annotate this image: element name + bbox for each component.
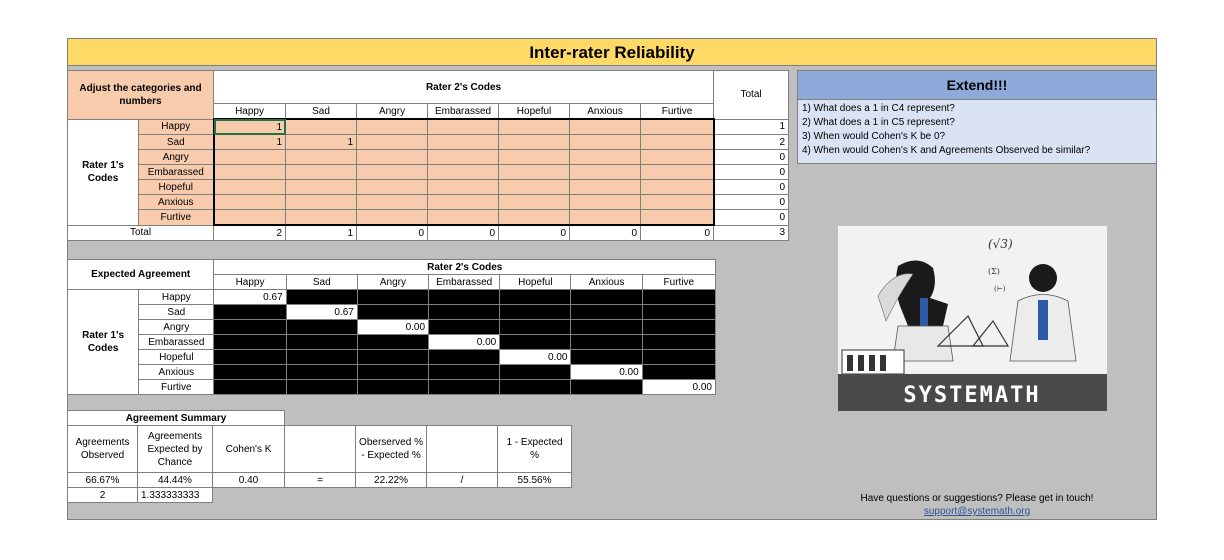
count-cell[interactable] bbox=[428, 119, 499, 135]
expected-masked-cell bbox=[286, 380, 357, 395]
expected-column-header-5: Anxious bbox=[571, 275, 642, 290]
extend-box bbox=[797, 70, 1157, 166]
expected-masked-cell bbox=[642, 290, 715, 305]
count-cell[interactable] bbox=[499, 119, 570, 135]
count-cell[interactable] bbox=[286, 195, 357, 210]
count-cell[interactable] bbox=[357, 150, 428, 165]
expected-agreement-table bbox=[67, 259, 716, 395]
expected-masked-cell bbox=[642, 305, 715, 320]
expected-masked-cell bbox=[429, 350, 500, 365]
count-cell[interactable]: 1 bbox=[214, 135, 286, 150]
empty-cell[interactable] bbox=[285, 426, 356, 473]
row-category-3[interactable]: Embarassed bbox=[139, 165, 214, 180]
expected-masked-cell bbox=[500, 365, 571, 380]
count-cell[interactable] bbox=[428, 180, 499, 195]
expected-masked-cell bbox=[357, 365, 428, 380]
expected-row-category-1: Sad bbox=[139, 305, 214, 320]
equals-sign[interactable]: = bbox=[285, 473, 356, 488]
expected-by-chance-label: Agreements Expected by Chance bbox=[138, 426, 213, 473]
systemath-logo bbox=[838, 226, 1107, 411]
count-cell[interactable] bbox=[214, 150, 286, 165]
cohens-k-value[interactable]: 0.40 bbox=[213, 473, 285, 488]
count-cell[interactable] bbox=[570, 195, 641, 210]
expected-masked-cell bbox=[500, 290, 571, 305]
expected-diagonal-cell[interactable]: 0.00 bbox=[642, 380, 715, 395]
rater1-header: Rater 1's Codes bbox=[68, 119, 139, 225]
expected-column-header-4: Hopeful bbox=[500, 275, 571, 290]
row-total[interactable]: 0 bbox=[714, 165, 789, 180]
expected-masked-cell bbox=[214, 350, 286, 365]
count-cell[interactable] bbox=[570, 150, 641, 165]
count-cell[interactable] bbox=[499, 180, 570, 195]
row-total[interactable]: 2 bbox=[714, 135, 789, 150]
agreements-observed-label: Agreements Observed bbox=[68, 426, 138, 473]
contact-email-link[interactable]: support@systemath.org bbox=[923, 506, 1031, 517]
count-cell[interactable]: 1 bbox=[286, 135, 357, 150]
row-category-4[interactable]: Hopeful bbox=[139, 180, 214, 195]
expected-diagonal-cell[interactable]: 0.00 bbox=[357, 320, 428, 335]
row-category-0[interactable]: Happy bbox=[139, 119, 214, 135]
count-cell[interactable] bbox=[641, 119, 714, 135]
expected-masked-cell bbox=[214, 305, 286, 320]
observed-minus-expected-label: Oberserved % - Expected % bbox=[356, 426, 427, 473]
count-cell[interactable] bbox=[214, 165, 286, 180]
agreements-observed-count[interactable]: 2 bbox=[68, 488, 138, 503]
observed-codes-table bbox=[67, 70, 789, 241]
observed-minus-expected-value[interactable]: 22.22% bbox=[356, 473, 427, 488]
expected-row-category-4: Hopeful bbox=[139, 350, 214, 365]
expected-masked-cell bbox=[214, 320, 286, 335]
count-cell[interactable] bbox=[286, 165, 357, 180]
expected-row-category-0: Happy bbox=[139, 290, 214, 305]
expected-column-header-0: Happy bbox=[214, 275, 286, 290]
count-cell[interactable] bbox=[214, 195, 286, 210]
expected-diagonal-cell[interactable]: 0.67 bbox=[286, 305, 357, 320]
one-minus-expected-label: 1 - Expected % bbox=[498, 426, 572, 473]
agreement-summary-table bbox=[67, 410, 572, 503]
count-cell[interactable] bbox=[286, 210, 357, 226]
expected-masked-cell bbox=[571, 290, 642, 305]
contact-section bbox=[797, 492, 1157, 518]
logo-illustration bbox=[838, 226, 1107, 411]
expected-diagonal-cell[interactable]: 0.00 bbox=[429, 335, 500, 350]
count-cell[interactable] bbox=[641, 150, 714, 165]
column-header-4: Hopeful bbox=[499, 104, 570, 120]
expected-masked-cell bbox=[429, 305, 500, 320]
count-cell[interactable] bbox=[286, 119, 357, 135]
count-cell[interactable] bbox=[641, 210, 714, 226]
count-cell[interactable] bbox=[428, 135, 499, 150]
row-category-6[interactable]: Furtive bbox=[139, 210, 214, 226]
expected-masked-cell bbox=[357, 335, 428, 350]
expected-agreement-header: Expected Agreement bbox=[68, 260, 214, 290]
count-cell[interactable] bbox=[357, 135, 428, 150]
expected-masked-cell bbox=[642, 365, 715, 380]
column-total[interactable]: 0 bbox=[570, 225, 641, 241]
row-total[interactable]: 0 bbox=[714, 195, 789, 210]
count-cell[interactable] bbox=[357, 119, 428, 135]
count-cell[interactable] bbox=[286, 150, 357, 165]
expected-masked-cell bbox=[286, 365, 357, 380]
extend-question-1: 1) What does a 1 in C4 represent? bbox=[802, 103, 955, 114]
expected-column-header-1: Sad bbox=[286, 275, 357, 290]
count-cell[interactable] bbox=[570, 180, 641, 195]
page-title: Inter-rater Reliability bbox=[67, 38, 1157, 66]
extend-question-2: 2) What does a 1 in C5 represent? bbox=[802, 117, 955, 128]
count-cell[interactable] bbox=[570, 210, 641, 226]
expected-diagonal-cell[interactable]: 0.67 bbox=[214, 290, 286, 305]
count-cell[interactable] bbox=[641, 180, 714, 195]
expected-masked-cell bbox=[500, 335, 571, 350]
expected-row-category-6: Furtive bbox=[139, 380, 214, 395]
row-category-1[interactable]: Sad bbox=[139, 135, 214, 150]
expected-rater1-header: Rater 1's Codes bbox=[68, 290, 139, 395]
expected-masked-cell bbox=[214, 380, 286, 395]
expected-masked-cell bbox=[571, 350, 642, 365]
expected-masked-cell bbox=[500, 305, 571, 320]
rater2-header: Rater 2's Codes bbox=[214, 71, 714, 104]
grand-total[interactable]: 3 bbox=[714, 225, 789, 241]
count-cell[interactable] bbox=[641, 165, 714, 180]
expected-masked-cell bbox=[500, 380, 571, 395]
count-cell[interactable] bbox=[286, 180, 357, 195]
row-category-2[interactable]: Angry bbox=[139, 150, 214, 165]
expected-masked-cell bbox=[214, 335, 286, 350]
expected-masked-cell bbox=[642, 320, 715, 335]
count-cell[interactable] bbox=[499, 135, 570, 150]
count-cell[interactable] bbox=[428, 195, 499, 210]
contact-text: Have questions or suggestions? Please get in touch! bbox=[860, 493, 1094, 504]
expected-masked-cell bbox=[429, 290, 500, 305]
expected-by-chance-count[interactable]: 1.333333333 bbox=[138, 488, 213, 503]
count-cell[interactable] bbox=[357, 195, 428, 210]
expected-masked-cell bbox=[214, 365, 286, 380]
expected-masked-cell bbox=[429, 320, 500, 335]
expected-masked-cell bbox=[286, 290, 357, 305]
expected-masked-cell bbox=[286, 335, 357, 350]
count-cell[interactable] bbox=[357, 210, 428, 226]
column-header-3: Embarassed bbox=[428, 104, 499, 120]
extend-header: Extend!!! bbox=[797, 70, 1157, 100]
column-total[interactable]: 0 bbox=[428, 225, 499, 241]
extend-questions bbox=[797, 100, 1157, 164]
expected-masked-cell bbox=[500, 320, 571, 335]
expected-column-header-3: Embarassed bbox=[429, 275, 500, 290]
expected-row-category-5: Anxious bbox=[139, 365, 214, 380]
expected-column-header-2: Angry bbox=[357, 275, 428, 290]
logo-formula-1: (√3) bbox=[988, 237, 1013, 251]
count-cell[interactable] bbox=[428, 165, 499, 180]
expected-masked-cell bbox=[571, 305, 642, 320]
expected-masked-cell bbox=[571, 335, 642, 350]
count-cell[interactable] bbox=[641, 195, 714, 210]
divide-sign[interactable]: / bbox=[427, 473, 498, 488]
expected-row-category-3: Embarassed bbox=[139, 335, 214, 350]
row-category-5[interactable]: Anxious bbox=[139, 195, 214, 210]
count-cell[interactable] bbox=[428, 210, 499, 226]
logo-brand-text: SYSTEMATH bbox=[903, 383, 1041, 408]
column-header-1: Sad bbox=[286, 104, 357, 120]
one-minus-expected-value[interactable]: 55.56% bbox=[498, 473, 572, 488]
expected-masked-cell bbox=[357, 290, 428, 305]
row-total[interactable]: 1 bbox=[714, 119, 789, 135]
expected-masked-cell bbox=[571, 380, 642, 395]
count-cell[interactable] bbox=[499, 150, 570, 165]
expected-row-category-2: Angry bbox=[139, 320, 214, 335]
expected-diagonal-cell[interactable]: 0.00 bbox=[500, 350, 571, 365]
column-total[interactable]: 2 bbox=[214, 225, 286, 241]
column-header-5: Anxious bbox=[570, 104, 641, 120]
column-total[interactable]: 0 bbox=[641, 225, 714, 241]
count-cell[interactable] bbox=[570, 135, 641, 150]
agreement-summary-header: Agreement Summary bbox=[68, 411, 285, 426]
expected-masked-cell bbox=[286, 320, 357, 335]
count-cell[interactable] bbox=[357, 165, 428, 180]
count-cell[interactable]: 1 bbox=[214, 119, 286, 135]
expected-masked-cell bbox=[642, 335, 715, 350]
count-cell[interactable] bbox=[214, 210, 286, 226]
count-cell[interactable] bbox=[570, 119, 641, 135]
expected-diagonal-cell[interactable]: 0.00 bbox=[571, 365, 642, 380]
expected-masked-cell bbox=[571, 320, 642, 335]
column-header-6: Furtive bbox=[641, 104, 714, 120]
expected-masked-cell bbox=[357, 350, 428, 365]
expected-rater2-header: Rater 2's Codes bbox=[214, 260, 716, 275]
expected-column-header-6: Furtive bbox=[642, 275, 715, 290]
expected-masked-cell bbox=[357, 380, 428, 395]
expected-masked-cell bbox=[642, 350, 715, 365]
expected-masked-cell bbox=[286, 350, 357, 365]
column-total[interactable]: 0 bbox=[499, 225, 570, 241]
count-cell[interactable] bbox=[357, 180, 428, 195]
row-total[interactable]: 0 bbox=[714, 180, 789, 195]
cohens-k-label: Cohen's K bbox=[213, 426, 285, 473]
extend-question-4: 4) When would Cohen's K and Agreements Observed be similar? bbox=[802, 145, 1091, 156]
expected-masked-cell bbox=[357, 305, 428, 320]
column-total[interactable]: 0 bbox=[357, 225, 428, 241]
total-row-label: Total bbox=[68, 225, 214, 241]
column-header-0: Happy bbox=[214, 104, 286, 120]
row-total[interactable]: 0 bbox=[714, 210, 789, 226]
logo-formula-3: (⊢) bbox=[994, 285, 1006, 293]
column-header-2: Angry bbox=[357, 104, 428, 120]
count-cell[interactable] bbox=[428, 150, 499, 165]
count-cell[interactable] bbox=[641, 135, 714, 150]
count-cell[interactable] bbox=[499, 195, 570, 210]
expected-masked-cell bbox=[429, 380, 500, 395]
row-total[interactable]: 0 bbox=[714, 150, 789, 165]
count-cell[interactable] bbox=[214, 180, 286, 195]
agreements-observed-pct[interactable]: 66.67% bbox=[68, 473, 138, 488]
instruction-label: Adjust the categories and numbers bbox=[68, 71, 214, 120]
logo-formula-2: (Σ) bbox=[988, 267, 1000, 276]
total-header: Total bbox=[714, 71, 789, 120]
count-cell[interactable] bbox=[499, 210, 570, 226]
empty-cell[interactable] bbox=[427, 426, 498, 473]
expected-by-chance-pct[interactable]: 44.44% bbox=[138, 473, 213, 488]
column-total[interactable]: 1 bbox=[286, 225, 357, 241]
count-cell[interactable] bbox=[499, 165, 570, 180]
extend-question-3: 3) When would Cohen's K be 0? bbox=[802, 131, 946, 142]
count-cell[interactable] bbox=[570, 165, 641, 180]
expected-masked-cell bbox=[429, 365, 500, 380]
